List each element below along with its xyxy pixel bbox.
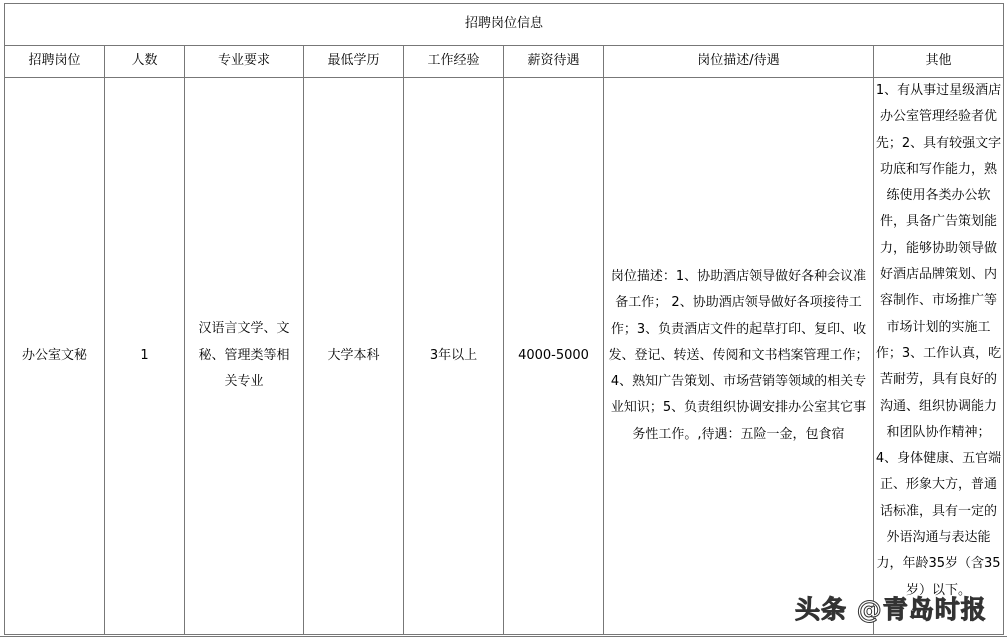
cell-experience: 3年以上 xyxy=(404,78,504,635)
cell-position: 办公室文秘 xyxy=(5,78,105,635)
cell-description: 岗位描述：1、协助酒店领导做好各种会议准备工作； 2、协助酒店领导做好各项接待工作；3、负责酒店文件的起草打印、复印、收发、登记、转送、传阅和文书档案管理工作； 4、熟知广告策划、市场营销等领域的相关专业知识；5、负责组织协调安排办公室其它事务性工作。,待遇：五险一金，包食宿 xyxy=(604,78,874,635)
header-education: 最低学历 xyxy=(304,46,404,78)
header-count: 人数 xyxy=(105,46,185,78)
header-experience: 工作经验 xyxy=(404,46,504,78)
cell-major: 汉语言文学、文秘、管理类等相关专业 xyxy=(185,78,304,635)
cell-other: 1、有从事过星级酒店办公室管理经验者优先；2、具有较强文字功底和写作能力，熟练使用各类办公软件，具备广告策划能力，能够协助领导做好酒店品牌策划、内容制作、市场推广等市场计划的实施工作；3、工作认真，吃苦耐劳，具有良好的沟通、组织协调能力和团队协作精神； 4、身体健康、五官端正、形象大方，普通话标准，具有一定的外语沟通与表达能力，年龄35岁（含35岁）以下。 xyxy=(874,78,1004,635)
cell-count: 1 xyxy=(105,78,185,635)
table-row xyxy=(5,78,1004,635)
watermark: 头条 @青岛时报 xyxy=(795,595,987,624)
table-title: 招聘岗位信息 xyxy=(5,4,1004,46)
header-description: 岗位描述/待遇 xyxy=(604,46,874,78)
header-row xyxy=(5,46,1004,78)
cell-education: 大学本科 xyxy=(304,78,404,635)
header-other: 其他 xyxy=(874,46,1004,78)
header-major: 专业要求 xyxy=(185,46,304,78)
header-position: 招聘岗位 xyxy=(5,46,105,78)
header-salary: 薪资待遇 xyxy=(504,46,604,78)
cell-salary: 4000-5000 xyxy=(504,78,604,635)
job-table xyxy=(4,3,1004,635)
next-row-border xyxy=(0,636,1007,642)
